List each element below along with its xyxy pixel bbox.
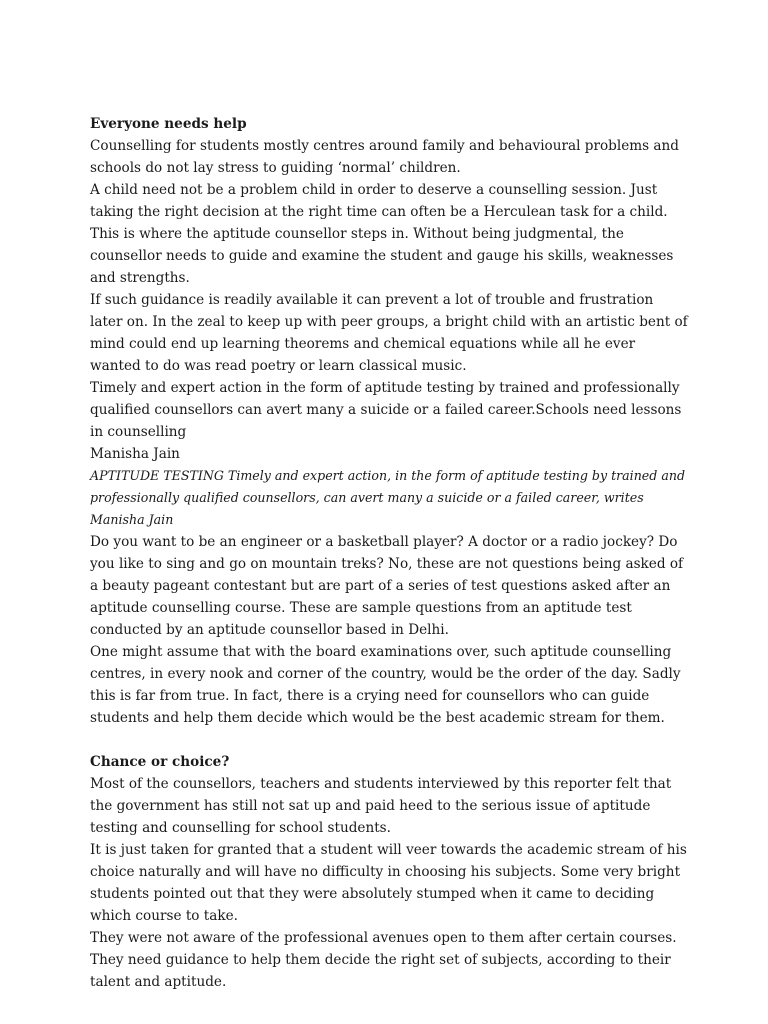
section-heading-chance-or-choice: Chance or choice? bbox=[90, 754, 230, 770]
image-caption: APTITUDE TESTING Timely and expert action, in the form of aptitude testing by trained and professionally qualified counsellors, can avert many a suicide or a failed career, writes Manisha Jain bbox=[90, 468, 686, 527]
section-spacer bbox=[90, 729, 690, 751]
paragraph: Counselling for students mostly centres around family and behavioural problems and schools do not lay stress to guiding ‘normal’ children. bbox=[90, 138, 679, 176]
document-page bbox=[90, 113, 690, 993]
paragraph: Timely and expert action in the form of aptitude testing by trained and professionally qualified counsellors can avert many a suicide or a failed career.Schools need lessons in counselling bbox=[90, 380, 682, 440]
paragraph: A child need not be a problem child in order to deserve a counselling session. Just taking the right decision at the right time can often be a Herculean task for a child. This is where the aptitude counsellor steps in. Without being judgmental, the counsellor needs to guide and examine the student and gauge his skills, weaknesses and strengths. bbox=[90, 182, 674, 286]
paragraph: If such guidance is readily available it can prevent a lot of trouble and frustration later on. In the zeal to keep up with peer groups, a bright child with an artistic bent of mind could end up learning theorems and chemical equations while all he ever wanted to do was read poetry or learn classical music. bbox=[90, 292, 688, 374]
section-heading-everyone-needs-help: Everyone needs help bbox=[90, 116, 247, 132]
paragraph: It is just taken for granted that a student will veer towards the academic stream of his choice naturally and will have no difficulty in choosing his subjects. Some very bright students pointed out that they were absolutely stumped when it came to deciding which course to take. bbox=[90, 842, 687, 924]
paragraph: Most of the counsellors, teachers and students interviewed by this reporter felt that the government has still not sat up and paid heed to the serious issue of aptitude testing and counselling for school students. bbox=[90, 776, 672, 836]
paragraph: Do you want to be an engineer or a basketball player? A doctor or a radio jockey? Do you like to sing and go on mountain treks? No, these are not questions being asked of a beauty pageant contestant but are part of a series of test questions asked after an aptitude counselling course. These are sample questions from an aptitude test conducted by an aptitude counsellor based in Delhi. bbox=[90, 534, 684, 638]
author-byline: Manisha Jain bbox=[90, 446, 180, 462]
paragraph: They were not aware of the professional avenues open to them after certain courses. They need guidance to help them decide the right set of subjects, according to their talent and aptitude. bbox=[90, 930, 677, 990]
paragraph: One might assume that with the board examinations over, such aptitude counselling centres, in every nook and corner of the country, would be the order of the day. Sadly this is far from true. In fact, there is a crying need for counsellors who can guide students and help them decide which would be the best academic stream for them. bbox=[90, 644, 681, 726]
